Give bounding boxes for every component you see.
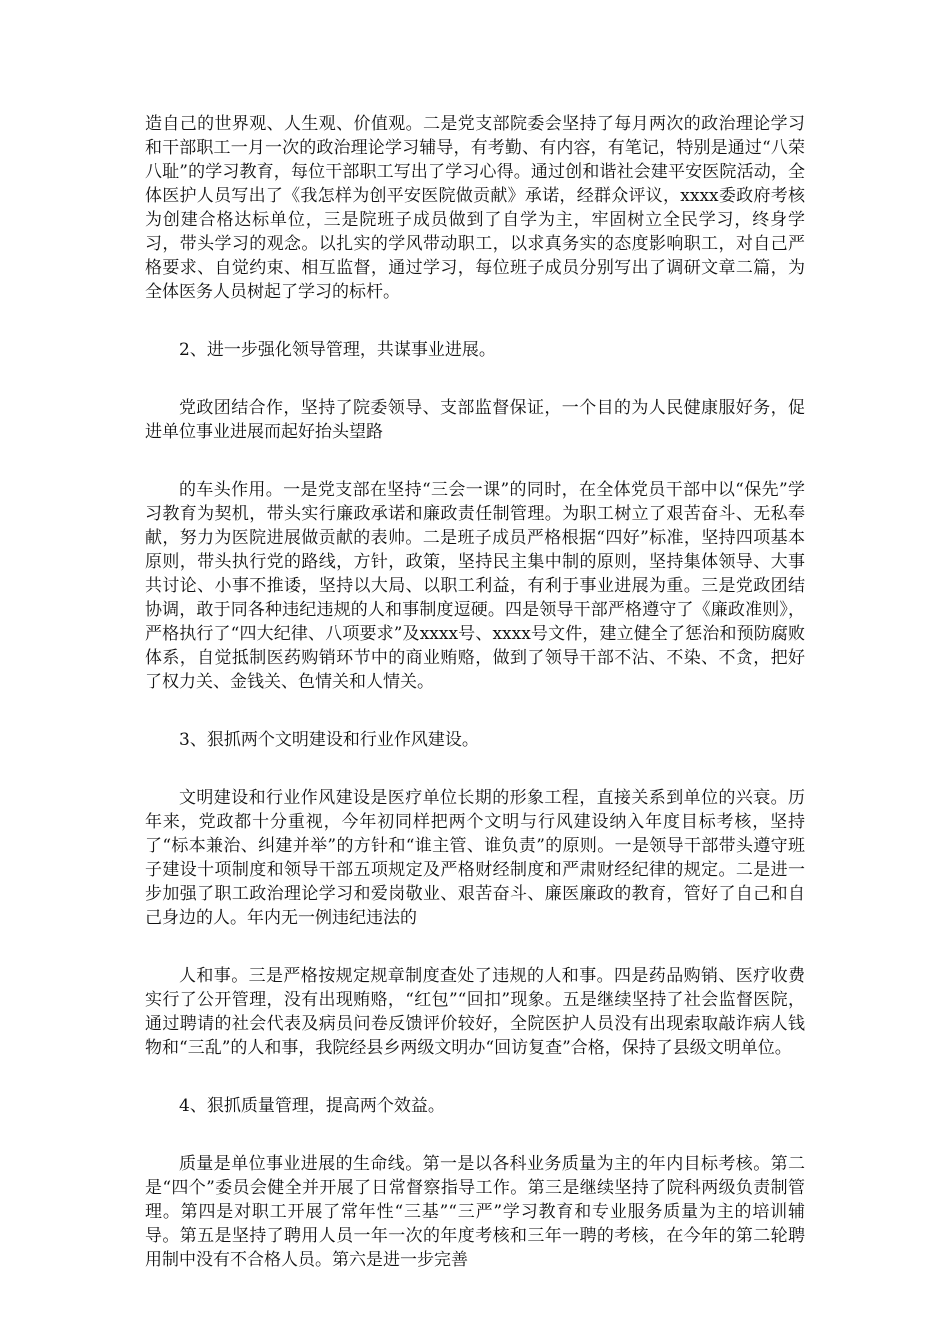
body-paragraph: 党政团结合作，坚持了院委领导、支部监督保证，一个目的为人民健康服好务，促进单位事业进展而起好抬头望路	[145, 398, 805, 442]
body-paragraph: 质量是单位事业进展的生命线。第一是以各科业务质量为主的年内目标考核。第二是“四个”委员会健全并开展了日常督察指导工作。第三是继续坚持了院科两级负责制管理。第四是对职工开展了常年性“三基”“三严”学习教育和专业服务质量为主的培训辅导。第五是坚持了聘用人员一年一次的年度考核和三年一聘的考核，在今年的第二轮聘用制中没有不合格人员。第六是进一步完善	[145, 1154, 805, 1270]
document-page	[145, 112, 805, 1306]
body-paragraph: 的车头作用。一是党支部在坚持“三会一课”的同时，在全体党员干部中以“保先”学习教育为契机，带头实行廉政承诺和廉政责任制管理。为职工树立了艰苦奋斗、无私奉献，努力为医院进展做贡献的表帅。二是班子成员严格根据“四好”标准，坚持四项基本原则，带头执行党的路线，方针，政策，坚持民主集中制的原则，坚持集体领导、大事共讨论、小事不推诿，坚持以大局、以职工利益，有利于事业进展为重。三是党政团结协调，敢于同各种违纪违规的人和事制度逗硬。四是领导干部严格遵守了《廉政准则》，严格执行了“四大纪律、八项要求”及xxxx号、xxxx号文件，建立健全了惩治和预防腐败体系，自觉抵制医药购销环节中的商业贿赂，做到了领导干部不沾、不染、不贪，把好了权力关、金钱关、色情关和人情关。	[145, 480, 805, 692]
section-heading: 4、狠抓质量管理，提高两个效益。	[179, 1096, 445, 1116]
section-heading: 3、狠抓两个文明建设和行业作风建设。	[179, 730, 479, 750]
section-heading: 2、进一步强化领导管理，共谋事业进展。	[179, 340, 496, 360]
body-paragraph: 人和事。三是严格按规定规章制度查处了违规的人和事。四是药品购销、医疗收费实行了公开管理，没有出现贿赂，“红包”“回扣”现象。五是继续坚持了社会监督医院，通过聘请的社会代表及病员问卷反馈评价较好，全院医护人员没有出现索取敲诈病人钱物和“三乱”的人和事，我院经县乡两级文明办“回访复查”合格，保持了县级文明单位。	[145, 966, 805, 1058]
body-paragraph: 文明建设和行业作风建设是医疗单位长期的形象工程，直接关系到单位的兴衰。历年来，党政都十分重视，今年初同样把两个文明与行风建设纳入年度目标考核，坚持了“标本兼治、纠建并举”的方针和“谁主管、谁负责”的原则。一是领导干部带头遵守班子建设十项制度和领导干部五项规定及严格财经制度和严肃财经纪律的规定。二是进一步加强了职工政治理论学习和爱岗敬业、艰苦奋斗、廉医廉政的教育，管好了自己和自己身边的人。年内无一例违纪违法的	[145, 788, 805, 928]
body-paragraph: 造自己的世界观、人生观、价值观。二是党支部院委会坚持了每月两次的政治理论学习和干部职工一月一次的政治理论学习辅导，有考勤、有内容，有笔记，特别是通过“八荣八耻”的学习教育，每位干部职工写出了学习心得。通过创和谐社会建平安医院活动，全体医护人员写出了《我怎样为创平安医院做贡献》承诺，经群众评议，xxxx委政府考核为创建合格达标单位，三是院班子成员做到了自学为主，牢固树立全民学习，终身学习，带头学习的观念。以扎实的学风带动职工，以求真务实的态度影响职工，对自己严格要求、自觉约束、相互监督，通过学习，每位班子成员分别写出了调研文章二篇，为全体医务人员树起了学习的标杆。	[145, 114, 805, 302]
